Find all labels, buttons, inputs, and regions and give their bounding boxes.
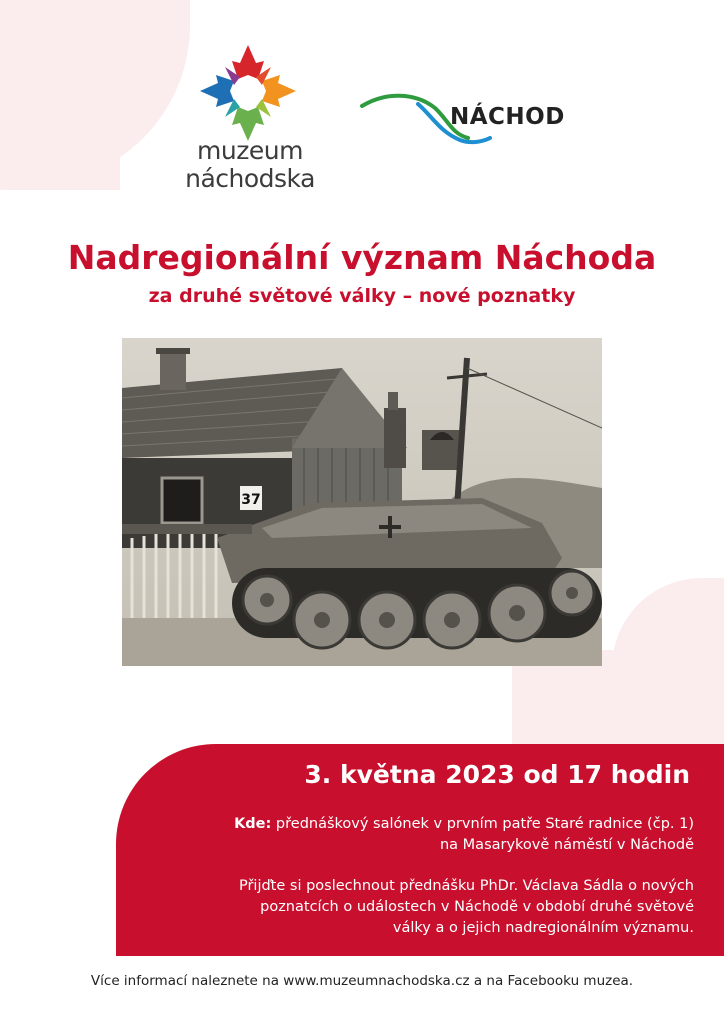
event-description [150, 876, 694, 939]
nachod-logo-text: NÁCHOD [450, 104, 565, 130]
muzeum-logo-line2: náchodska [185, 164, 315, 193]
nachod-city-logo [360, 90, 580, 150]
description-line2: poznatcích o událostech v Náchodě v období druhé světové [260, 899, 694, 915]
description-line3: války a o jejich nadregionálním významu. [392, 920, 694, 936]
location-label: Kde: [234, 816, 272, 832]
decorative-blob-top-left-lower [0, 60, 120, 190]
muzeum-logo-line1: muzeum [197, 136, 303, 165]
page-title: Nadregionální význam Náchoda [67, 238, 657, 277]
historical-tank-photo [122, 338, 602, 666]
location-line2: na Masarykově náměstí v Náchodě [439, 837, 694, 853]
description-line1: Přijďte si poslechnout přednášku PhDr. Václava Sádla o nových [238, 878, 694, 894]
location-line1: přednáškový salónek v prvním patře Staré radnice (čp. 1) [271, 816, 694, 832]
house-number-text: 37 [241, 492, 261, 508]
footer-info: Více informací naleznete na www.muzeumnachodska.cz a na Facebooku muzea. [90, 973, 634, 989]
muzeum-nachodska-logo [170, 45, 330, 195]
event-date: 3. května 2023 od 17 hodin [304, 760, 690, 789]
page-subtitle: za druhé světové války – nové poznatky [148, 285, 576, 307]
flower-logo-icon [198, 45, 298, 141]
event-location [150, 814, 694, 856]
muzeum-logo-text [170, 137, 330, 193]
